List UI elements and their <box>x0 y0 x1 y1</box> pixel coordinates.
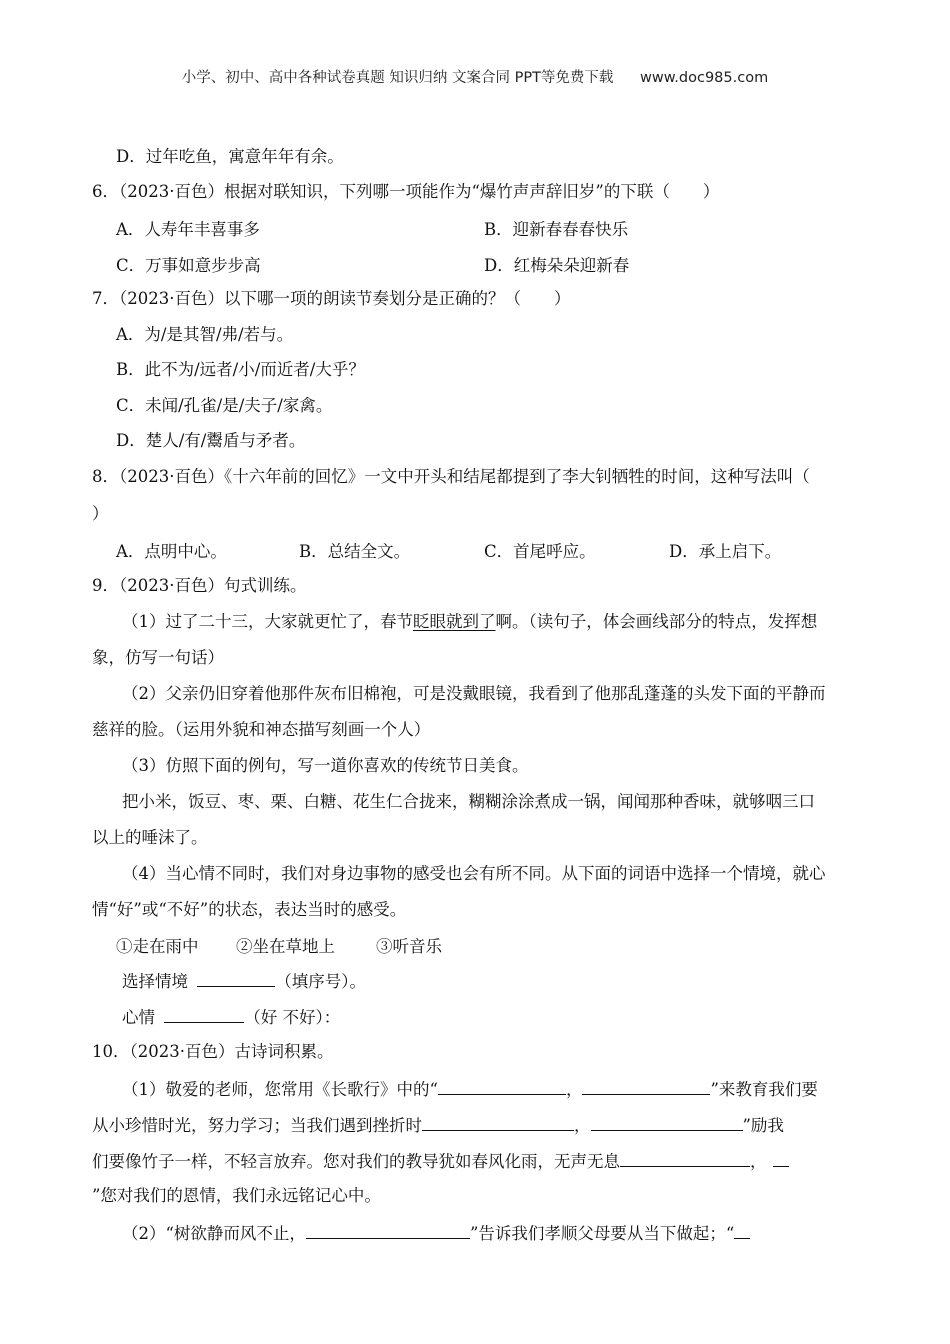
q9-part1-underlined: 眨眼就到了 <box>413 612 496 631</box>
q9-mood-row <box>122 1004 858 1030</box>
q10-line2 <box>92 1112 858 1138</box>
q9-choose-label: 选择情境 <box>122 972 188 991</box>
q9-scene-option-1: ①走在雨中 <box>116 937 199 956</box>
q7-option-c: C．未闻/孔雀/是/夫子/家禽。 <box>116 396 333 415</box>
q10-blank-7[interactable] <box>306 1220 470 1239</box>
q5-option-d: D．过年吃鱼，寓意年年有余。 <box>116 147 344 166</box>
q10-blank-4[interactable] <box>591 1112 743 1131</box>
q9-scene-option-2: ②坐在草地上 <box>236 937 335 956</box>
q8-stem-end: ） <box>92 504 109 523</box>
q10-blank-8[interactable] <box>734 1220 750 1239</box>
q10-blank-5[interactable] <box>620 1148 750 1167</box>
q9-part2: （2）父亲仍旧穿着他那件灰布旧棉袍，可是没戴眼镜，我看到了他那乱蓬蓬的头发下面的平静而 <box>122 684 826 703</box>
page-header <box>0 66 950 87</box>
q10-blank-1[interactable] <box>438 1076 566 1095</box>
q9-example-cont: 以上的唾沫了。 <box>92 828 208 847</box>
q9-mood-tail: （好 不好）： <box>244 1008 341 1027</box>
q10-line4: ”您对我们的恩情，我们永远铭记心中。 <box>92 1186 381 1205</box>
q10-blank-6[interactable] <box>773 1148 789 1167</box>
header-text: 小学、初中、高中各种试卷真题 知识归纳 文案合同 PPT等免费下载 <box>181 70 614 86</box>
q10-line1-text-a: （1）敬爱的老师，您常用《长歌行》中的“ <box>122 1080 438 1099</box>
q10-line5-text-a: （2）“树欲静而风不止， <box>122 1224 306 1243</box>
q10-comma-3: ， <box>750 1152 767 1171</box>
q7-option-d: D．楚人/有/鬻盾与矛者。 <box>116 431 306 450</box>
q8-option-a: A．点明中心。 <box>116 542 227 561</box>
q7-option-a: A．为/是其智/弗/若与。 <box>116 325 294 344</box>
q8-option-b: B．总结全文。 <box>299 542 411 561</box>
q9-part1 <box>122 610 858 634</box>
q9-part4-cont: 情“好”或“不好”的状态，表达当时的感受。 <box>92 900 407 919</box>
q10-blank-2[interactable] <box>582 1076 710 1095</box>
q9-choose-tail: （填序号）。 <box>275 972 366 991</box>
q6-option-a: A．人寿年丰喜事多 <box>116 220 260 239</box>
q7-option-b: B．此不为/远者/小/而近者/大乎？ <box>116 360 365 379</box>
q6-stem: 6．（2023·百色）根据对联知识，下列哪一项能作为“爆竹声声辞旧岁”的下联（ ） <box>92 182 720 201</box>
q8-option-d: D．承上启下。 <box>669 542 782 561</box>
q10-line1 <box>122 1076 858 1102</box>
q9-mood-blank[interactable] <box>164 1004 244 1023</box>
q10-line5 <box>122 1220 858 1246</box>
q9-choose-blank[interactable] <box>197 968 275 987</box>
q9-part3: （3）仿照下面的例句，写一道你喜欢的传统节日美食。 <box>122 756 529 775</box>
q9-choose-row <box>122 968 858 994</box>
q10-line2-text-c: ”励我 <box>742 1116 784 1135</box>
q10-stem: 10．（2023·百色）古诗词积累。 <box>92 1042 334 1061</box>
q10-comma-2: ， <box>574 1116 591 1135</box>
q9-part1-cont: 象，仿写一句话） <box>92 648 224 667</box>
q9-example: 把小米，饭豆、枣、栗、白糖、花生仁合拢来，糊糊涂涂煮成一锅，闻闻那种香味，就够咽三口 <box>122 792 815 811</box>
q10-line3 <box>92 1148 858 1174</box>
q9-stem: 9．（2023·百色）句式训练。 <box>92 576 307 595</box>
q8-stem: 8．（2023·百色）《十六年前的回忆》一文中开头和结尾都提到了李大钊牺牲的时间，这种写法叫（ <box>92 467 810 486</box>
q9-part1-text-b: 啊。（读句子，体会画线部分的特点，发挥想 <box>495 612 818 631</box>
q6-option-d: D．红梅朵朵迎新春 <box>484 256 630 275</box>
header-url[interactable]: www.doc985.com <box>640 70 769 86</box>
q10-line1-text-c: ”来教育我们要 <box>710 1080 818 1099</box>
q10-line3-text-a: 们要像竹子一样，不轻言放弃。您对我们的教导犹如春风化雨，无声无息 <box>92 1152 620 1171</box>
q9-part4: （4）当心情不同时，我们对身边事物的感受也会有所不同。从下面的词语中选择一个情境，就心 <box>122 864 826 883</box>
q9-mood-label: 心情 <box>122 1008 155 1027</box>
q6-option-b: B．迎新春春春快乐 <box>484 220 629 239</box>
q10-blank-3[interactable] <box>422 1112 574 1131</box>
q10-comma-1: ， <box>565 1080 583 1099</box>
q10-line5-text-b: ”告诉我们孝顺父母要从当下做起；“ <box>469 1224 735 1243</box>
q7-stem: 7．（2023·百色）以下哪一项的朗读节奏划分是正确的？（ ） <box>92 289 571 308</box>
q9-part1-text-a: （1）过了二十三，大家就更忙了，春节 <box>122 612 413 631</box>
q6-option-c: C．万事如意步步高 <box>116 256 261 275</box>
q9-scene-option-3: ③听音乐 <box>376 937 442 956</box>
q9-part2-cont: 慈祥的脸。（运用外貌和神态描写刻画一个人） <box>92 720 431 739</box>
q8-option-c: C．首尾呼应。 <box>484 542 596 561</box>
q10-line2-text-a: 从小珍惜时光，努力学习；当我们遇到挫折时 <box>92 1116 422 1135</box>
